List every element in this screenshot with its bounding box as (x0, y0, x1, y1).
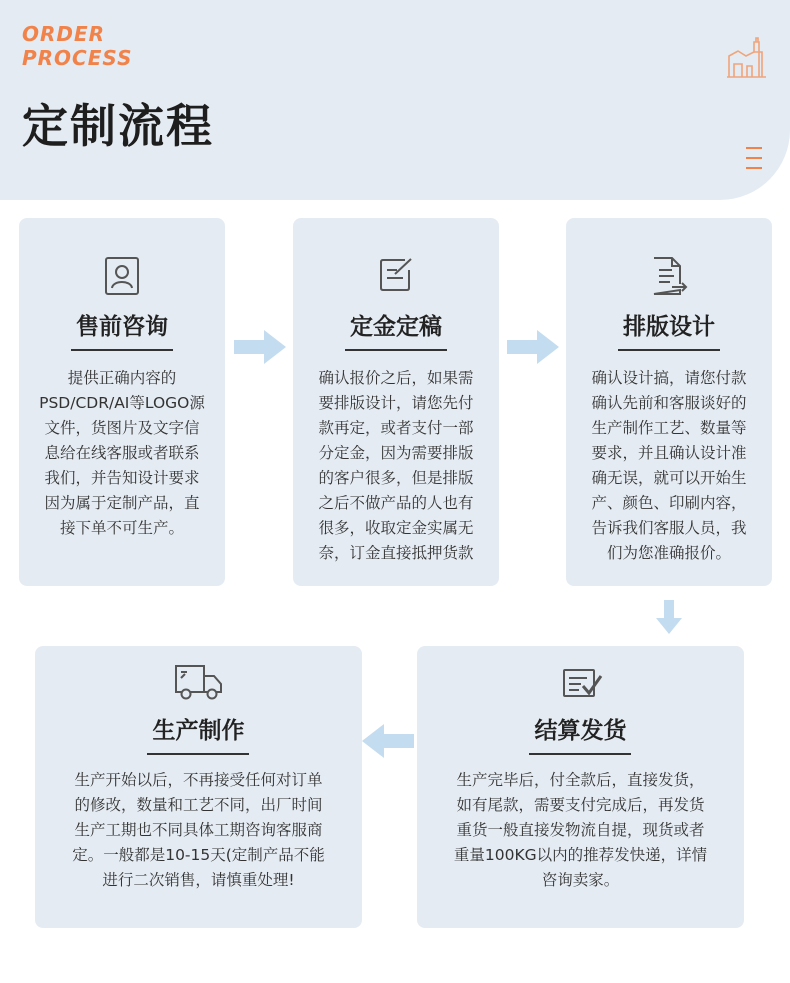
step-card-production (35, 646, 362, 928)
page-title: 定制流程 (22, 99, 214, 153)
checklist-icon (561, 666, 603, 700)
title-underline (71, 349, 173, 351)
step-title: 生产制作 (152, 718, 245, 744)
step-card-settlement (417, 646, 744, 928)
title-underline (147, 753, 249, 755)
step-title: 排版设计 (623, 314, 715, 340)
delivery-truck-icon (174, 662, 224, 702)
title-underline (529, 753, 631, 755)
title-underline (618, 349, 720, 351)
step-title: 定金定稿 (350, 314, 442, 340)
step-card-consultation (19, 218, 225, 586)
user-portrait-icon (103, 256, 141, 296)
english-title-line2: PROCESS (22, 46, 133, 70)
edit-note-icon (377, 256, 415, 294)
step-title: 售前咨询 (76, 314, 168, 340)
arrow-down-icon (656, 600, 682, 634)
step-description: 生产开始以后，不再接受任何对订单 的修改，数量和工艺不同，出厂时间 生产工期也不同具体工期咨询客服商 定。一般都是10-15天(定制产品不能 进行二次销售，请慎重处理! (72, 771, 325, 889)
english-title-line1: ORDER (22, 22, 106, 46)
step-description: 确认报价之后，如果需 要排版设计，请您先付 款再定，或者支付一部 分定金，因为需要排版 的客户很多，但是排版 之后不做产品的人也有 很多，收取定金实属无 奈，订金直接抵押货款 (318, 369, 474, 562)
decorative-lines-icon (746, 146, 762, 170)
step-description: 提供正确内容的 PSD/CDR/AI等LOGO源 文件，货图片及文字信 息给在线客服或者联系 我们，并告知设计要求 因为属于定制产品，直 接下单不可生产。 (39, 369, 205, 537)
arrow-right-icon (234, 330, 286, 364)
step-description: 确认设计搞，请您付款 确认先前和客服谈好的 生产制作工艺、数量等 要求，并且确认设计准 确无误，就可以开始生 产、颜色、印刷内容， 告诉我们客服人员，我 们为您准确报价。 (591, 369, 747, 562)
document-icon (650, 256, 688, 296)
title-underline (345, 349, 447, 351)
factory-icon (724, 36, 768, 80)
arrow-right-icon (507, 330, 559, 364)
step-card-design (566, 218, 772, 586)
step-title: 结算发货 (534, 718, 627, 744)
step-card-deposit (293, 218, 499, 586)
arrow-left-icon (362, 724, 414, 758)
step-description: 生产完毕后，付全款后，直接发货， 如有尾款，需要支付完成后，再发货 重货一般直接发物流自提，现货或者 重量100KG以内的推荐发快递，详情 咨询卖家。 (453, 771, 708, 889)
english-title (22, 22, 162, 70)
